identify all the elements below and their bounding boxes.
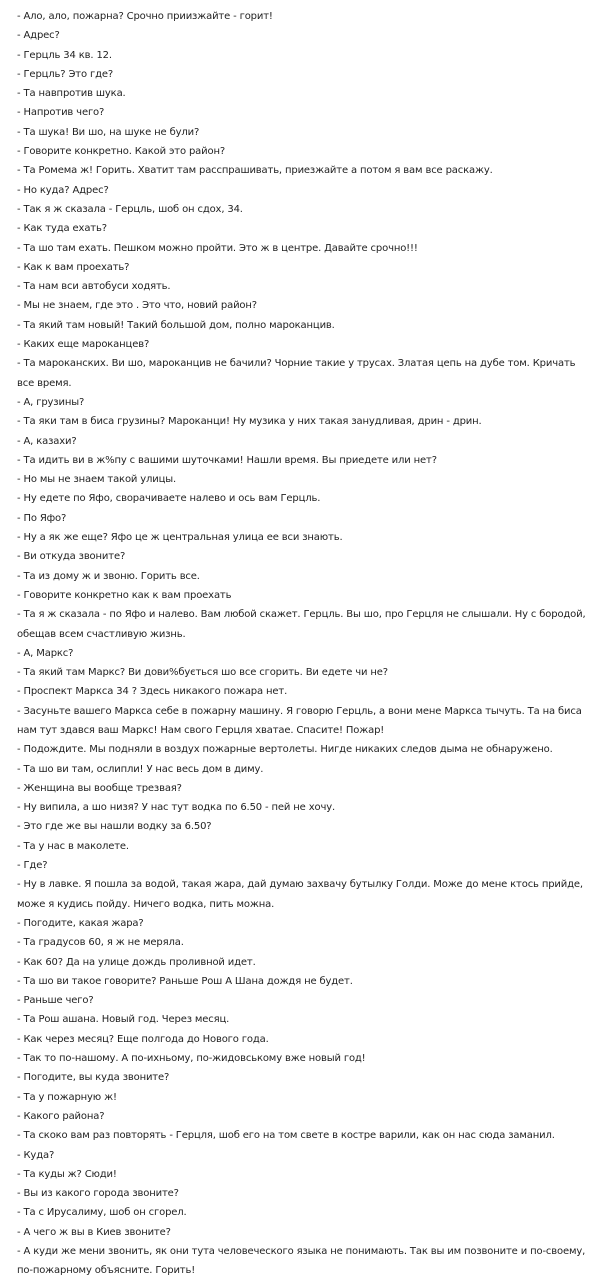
dialogue-line: - Та навпротив шука. [17,88,126,100]
dialogue-line: - Та шо там ехать. Пешком можно пройти. Это ж в центре. Давайте срочно!!! [17,242,418,254]
dialogue-line: - Герцль? Это где? [17,68,113,80]
dialogue-line: - Как к вам проехать? [17,261,130,273]
dialogue-line: - Каких еще мароканцев? [17,339,150,351]
dialogue-line: - Та шо ви такое говорите? Раньше Рош А Шана дождя не будет. [17,975,353,987]
dialogue-line: - Та який там Маркс? Ви дови%бується шо все сгорить. Ви едете чи не? [17,667,388,679]
dialogue-line: - Женщина вы вообще трезвая? [17,782,182,794]
dialogue-line: - Вы из какого города звоните? [17,1188,179,1200]
dialogue-line: - Ну а як же еще? Яфо це ж центральная улица ее вси знають. [17,532,343,544]
dialogue-line: - Та градусов 60, я ж не меряла. [17,937,184,949]
dialogue-line: - Раньше чего? [17,995,94,1007]
dialogue-line: - Та який там новый! Такий большой дом, полно мароканцив. [17,319,335,331]
dialogue-line: - А, грузины? [17,396,85,408]
dialogue-line: - Но мы не знаем такой улицы. [17,474,177,486]
dialogue-line: - Ну в лавке. Я пошла за водой, такая жара, дай думаю захвачу бутылку Голди. Може до мене ктось прийде, може я кудись пойду. Ничего водка, пить можна. [17,879,583,910]
dialogue-line: - По Яфо? [17,512,67,524]
dialogue-line: - Та у пожарную ж! [17,1091,117,1103]
dialogue-line: - А, казахи? [17,435,77,447]
dialogue-line: - А, Маркс? [17,647,74,659]
dialogue-line: - Та яки там в биса грузины? Мароканци! Ну музика у них такая занудливая, дрин - дрин. [17,416,482,428]
dialogue-line: - Напротив чего? [17,107,105,119]
dialogue-line: - Ну випила, а шо низя? У нас тут водка по 6.50 - пей не хочу. [17,802,336,814]
dialogue-line: - Герцль 34 кв. 12. [17,49,112,61]
dialogue-line: - Та Ромема ж! Горить. Хватит там расспрашивать, приезжайте а потом я вам все раскажу. [17,165,493,177]
dialogue-line: - Проспект Маркса 34 ? Здесь никакого пожара нет. [17,686,288,698]
dialogue-line: - Та из дому ж и звоню. Горить все. [17,570,200,582]
dialogue-line: - А чего ж вы в Киев звоните? [17,1226,171,1238]
dialogue-line: - Так я ж сказала - Герцль, шоб он сдох, 34. [17,203,243,215]
dialogue-line: - Мы не знаем, где это . Это что, новий район? [17,300,257,312]
dialogue-line: - Та скоко вам раз повторять - Герцля, шоб его на том свете в костре варили, как он нас сюда заманил. [17,1130,555,1142]
dialogue-line: - Засуньте вашего Маркса себе в пожарну машину. Я говорю Герцль, а вони мене Маркса тычуть. Та на биса нам тут здався ваш Маркс! Нам свого Герцля хватае. Спасите! Пожар! [17,705,582,736]
dialogue-line: - Та шука! Ви шо, на шуке не були? [17,126,200,138]
dialogue-line: - Где? [17,860,48,872]
dialogue-line: - Ви откуда звоните? [17,551,126,563]
dialogue-line: - Это где же вы нашли водку за 6.50? [17,821,212,833]
dialogue-line: - Погодите, какая жара? [17,917,144,929]
dialogue-line: - Как 60? Да на улице дождь проливной идет. [17,956,256,968]
dialogue-line: - Подождите. Мы подняли в воздух пожарные вертолеты. Нигде никаких следов дыма не обнаружено. [17,744,553,756]
dialogue-line: - Та я ж сказала - по Яфо и налево. Вам любой скажет. Герцль. Вы шо, про Герцля не слышали. Ну с бородой, обещав всем счастливую жизнь. [17,609,586,640]
dialogue-line: - Ну едете по Яфо, сворачиваете налево и ось вам Герцль. [17,493,321,505]
dialogue-line: - Та шо ви там, ослипли! У нас весь дом в диму. [17,763,264,775]
dialogue-line: - Говорите конкретно как к вам проехать [17,589,232,601]
dialogue-line: - Адрес? [17,30,60,42]
dialogue-line: - Та мароканских. Ви шо, мароканцив не бачили? Чорние такие у трусах. Златая цепь на дубе том. Кричать все время. [17,358,576,389]
dialogue-line: - Но куда? Адрес? [17,184,109,196]
dialogue-line: - Ало, ало, пожарна? Срочно приизжайте - горит! [17,11,273,22]
dialogue-line: - Та с Ирусалиму, шоб он сгорел. [17,1207,187,1219]
dialogue-line: - А куди же мени звонить, як они тута человеческого языка не понимають. Так вы им позвоните и по-своему, по-пожарному объясните. Горить! [17,1246,586,1277]
dialogue-line: - Как через месяц? Еще полгода до Нового года. [17,1033,269,1045]
dialogue-line: - Как туда ехать? [17,223,107,235]
dialogue-line: - Погодите, вы куда звоните? [17,1072,170,1084]
dialogue-line: - Какого района? [17,1110,105,1122]
dialogue-line: - Та куды ж? Сюди! [17,1168,117,1180]
dialogue-line: - Та Рош ашана. Новый год. Через месяц. [17,1014,230,1026]
dialogue-line: - Говорите конкретно. Какой это район? [17,146,226,158]
dialogue-line: - Так то по-нашому. А по-ихньому, по-жидовському вже новый год! [17,1053,366,1065]
dialogue-line: - Та нам вси автобуси ходять. [17,281,171,293]
dialogue-line: - Та идить ви в ж%пу с вашими шуточками! Нашли время. Вы приедете или нет? [17,454,437,466]
dialogue-line: - Куда? [17,1149,55,1161]
dialogue-line: - Та у нас в маколете. [17,840,129,852]
